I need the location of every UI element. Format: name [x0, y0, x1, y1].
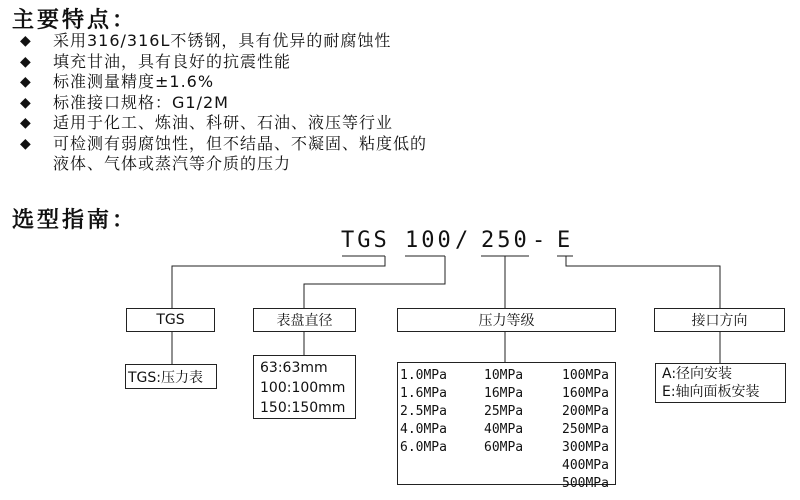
- pressure-option: 60MPa: [484, 440, 524, 455]
- series-header-box: TGS: [126, 308, 215, 332]
- pressure-option: 160MPa: [562, 386, 609, 401]
- model-code-pressure: 250: [481, 228, 530, 253]
- model-code-dial: 100: [405, 228, 454, 253]
- diamond-bullet-icon: ◆: [20, 74, 32, 90]
- feature-text: 采用316/316L不锈钢，具有优异的耐腐蚀性: [53, 31, 392, 50]
- port-option: E:轴向面板安装: [662, 384, 760, 400]
- port-options-box: [655, 363, 786, 403]
- model-code-series: TGS: [341, 228, 390, 253]
- diamond-bullet-icon: ◆: [20, 33, 32, 49]
- features-heading: 主要特点：: [12, 8, 138, 33]
- feature-text: 填充甘油，具有良好的抗震性能: [53, 51, 292, 71]
- port-option-list: [662, 365, 785, 401]
- pressure-option: 1.0MPa: [400, 368, 447, 383]
- diamond-bullet-icon: ◆: [20, 115, 32, 131]
- pressure-option: 200MPa: [562, 404, 609, 419]
- dial-option: 150:150mm: [260, 400, 346, 416]
- connector-dial: [304, 256, 445, 308]
- dial-option: 100:100mm: [260, 380, 346, 396]
- diamond-bullet-icon: ◆: [20, 94, 32, 111]
- pressure-option: 400MPa: [562, 458, 609, 473]
- pressure-option: 40MPa: [484, 422, 524, 437]
- model-code-dash: -: [532, 228, 549, 253]
- dial-header-box: 表盘直径: [253, 308, 356, 332]
- model-code-slash: /: [455, 228, 472, 253]
- feature-text: 标准接口规格：G1/2M: [53, 92, 229, 112]
- pressure-option: 6.0MPa: [400, 440, 447, 455]
- port-option: A:径向安装: [662, 366, 733, 382]
- feature-text: 适用于化工、炼油、科研、石油、液压等行业: [53, 113, 394, 132]
- pressure-option: 250MPa: [562, 422, 609, 437]
- dial-option-list: [260, 358, 355, 418]
- dial-options-box: [253, 355, 356, 419]
- series-option-box: [125, 364, 217, 389]
- feature-text: 可检测有弱腐蚀性，但不结晶、不凝固、粘度低的 液体、气体或蒸汽等介质的压力: [53, 133, 428, 173]
- pressure-header-box: 压力等级: [397, 308, 616, 332]
- pressure-option: 4.0MPa: [400, 422, 447, 437]
- pressure-options-box: [397, 362, 616, 491]
- diamond-bullet-icon: ◆: [20, 53, 32, 70]
- pressure-column-high: [562, 367, 609, 493]
- pressure-option: 1.6MPa: [400, 386, 447, 401]
- pressure-column-low: [400, 367, 447, 457]
- connector-series: [172, 256, 385, 308]
- diamond-bullet-icon: ◆: [20, 135, 32, 152]
- model-code-port: E: [557, 228, 574, 253]
- pressure-option: 10MPa: [484, 368, 524, 383]
- dial-option: 63:63mm: [260, 360, 328, 376]
- pressure-option: 25MPa: [484, 404, 524, 419]
- pressure-option: 100MPa: [562, 368, 609, 383]
- connector-port: [557, 256, 720, 308]
- series-option: TGS:压力表: [128, 369, 204, 386]
- selection-guide-heading: 选型指南：: [12, 208, 138, 233]
- connector-pressure: [481, 256, 529, 308]
- pressure-option: 16MPa: [484, 386, 524, 401]
- port-header-box: 接口方向: [654, 308, 785, 332]
- pressure-column-mid: [484, 367, 523, 457]
- pressure-option: 500MPa: [562, 476, 609, 491]
- pressure-option: 2.5MPa: [400, 404, 447, 419]
- feature-text: 标准测量精度±1.6%: [53, 72, 215, 91]
- pressure-option: 300MPa: [562, 440, 609, 455]
